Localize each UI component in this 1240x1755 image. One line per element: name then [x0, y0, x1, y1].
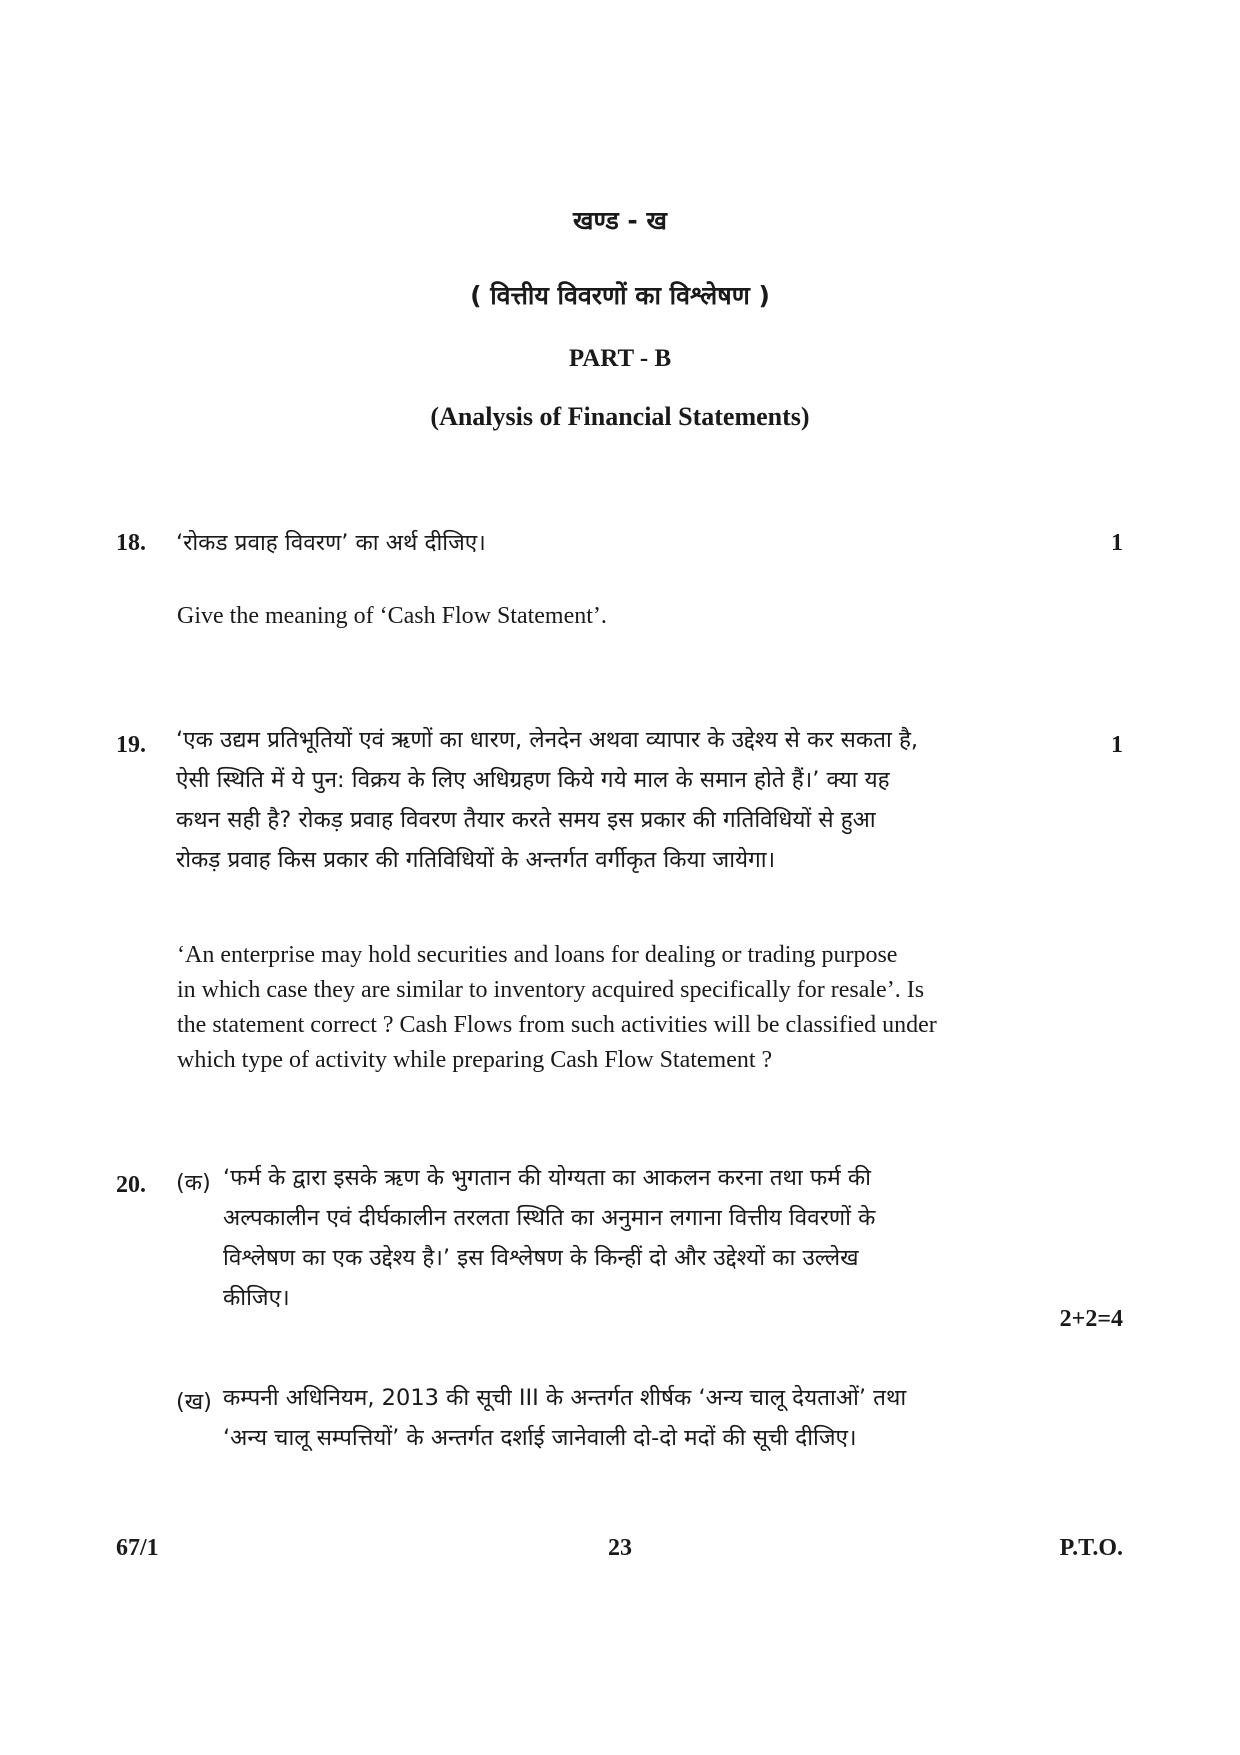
section-title-hindi: खण्ड - ख [573, 206, 667, 235]
section-subtitle-english: (Analysis of Financial Statements) [430, 402, 810, 431]
question-19-english [177, 938, 937, 1078]
question-18-hindi-line: ‘रोकड प्रवाह विवरण’ का अर्थ दीजिए। [176, 530, 486, 556]
section-title-english: PART - B [568, 345, 672, 372]
question-20-marks: 2+2=4 [1059, 1306, 1123, 1332]
question-19-marks: 1 [1111, 732, 1123, 758]
question-20-part-b-line: कम्पनी अधिनियम, 2013 की सूची III के अन्तर्गत शीर्षक ‘अन्य चालू देयताओं’ तथा [223, 1385, 907, 1411]
question-19-hindi-line: ऐसी स्थिति में ये पुन: विक्रय के लिए अधिग्रहण किये गये माल के समान होते हैं।’ क्या यह [176, 767, 890, 793]
question-19-hindi-line: रोकड़ प्रवाह किस प्रकार की गतिविधियों के अन्तर्गत वर्गीकृत किया जायेगा। [176, 847, 776, 873]
question-19-english-line: which type of activity while preparing Cash Flow Statement ? [177, 1047, 773, 1073]
question-18-marks: 1 [1111, 530, 1123, 556]
question-number-20: 20. [116, 1172, 146, 1198]
question-19-hindi-line: ‘एक उद्यम प्रतिभूतियों एवं ऋणों का धारण, लेनदेन अथवा व्यापार के उद्देश्य से कर सकता है, [176, 727, 919, 753]
question-19-hindi [176, 720, 918, 880]
paper-code: 67/1 [116, 1535, 159, 1561]
question-18-english-line: Give the meaning of ‘Cash Flow Statement’. [177, 603, 607, 629]
question-19-hindi-line: कथन सही है? रोकड़ प्रवाह विवरण तैयार करते समय इस प्रकार की गतिविधियों से हुआ [176, 807, 876, 833]
pto-label: P.T.O. [1059, 1535, 1123, 1561]
question-20-part-a-line: अल्पकालीन एवं दीर्घकालीन तरलता स्थिति का अनुमान लगाना वित्तीय विवरणों के [223, 1205, 876, 1231]
question-19-english-line: ‘An enterprise may hold securities and loans for dealing or trading purpose [177, 942, 898, 968]
question-19-english-line: the statement correct ? Cash Flows from such activities will be classified under [177, 1012, 937, 1038]
question-number-18: 18. [116, 530, 146, 556]
question-20-part-a-line: कीजिए। [223, 1285, 290, 1311]
question-number-19: 19. [116, 732, 146, 758]
question-20-part-a-hindi [223, 1158, 875, 1318]
question-20-part-a-label: (क) [176, 1170, 211, 1196]
question-20-part-a-line: विश्लेषण का एक उद्देश्य है।’ इस विश्लेषण के किन्हीं दो और उद्देश्यों का उल्लेख [223, 1245, 859, 1271]
section-subtitle-hindi: ( वित्तीय विवरणों का विश्लेषण ) [470, 281, 770, 310]
question-20-part-a-line: ‘फर्म के द्वारा इसके ऋण के भुगतान की योग्यता का आकलन करना तथा फर्म की [223, 1165, 871, 1191]
question-20-part-b-hindi [223, 1378, 906, 1458]
question-20-part-b-label: (ख) [176, 1389, 212, 1415]
page-number: 23 [608, 1535, 632, 1561]
question-20-part-b-line: ‘अन्य चालू सम्पत्तियों’ के अन्तर्गत दर्शाई जानेवाली दो-दो मदों की सूची दीजिए। [223, 1425, 857, 1451]
question-19-english-line: in which case they are similar to inventory acquired specifically for resale’. Is [177, 977, 925, 1003]
question-18-hindi [176, 523, 486, 563]
question-18-english [177, 599, 607, 634]
